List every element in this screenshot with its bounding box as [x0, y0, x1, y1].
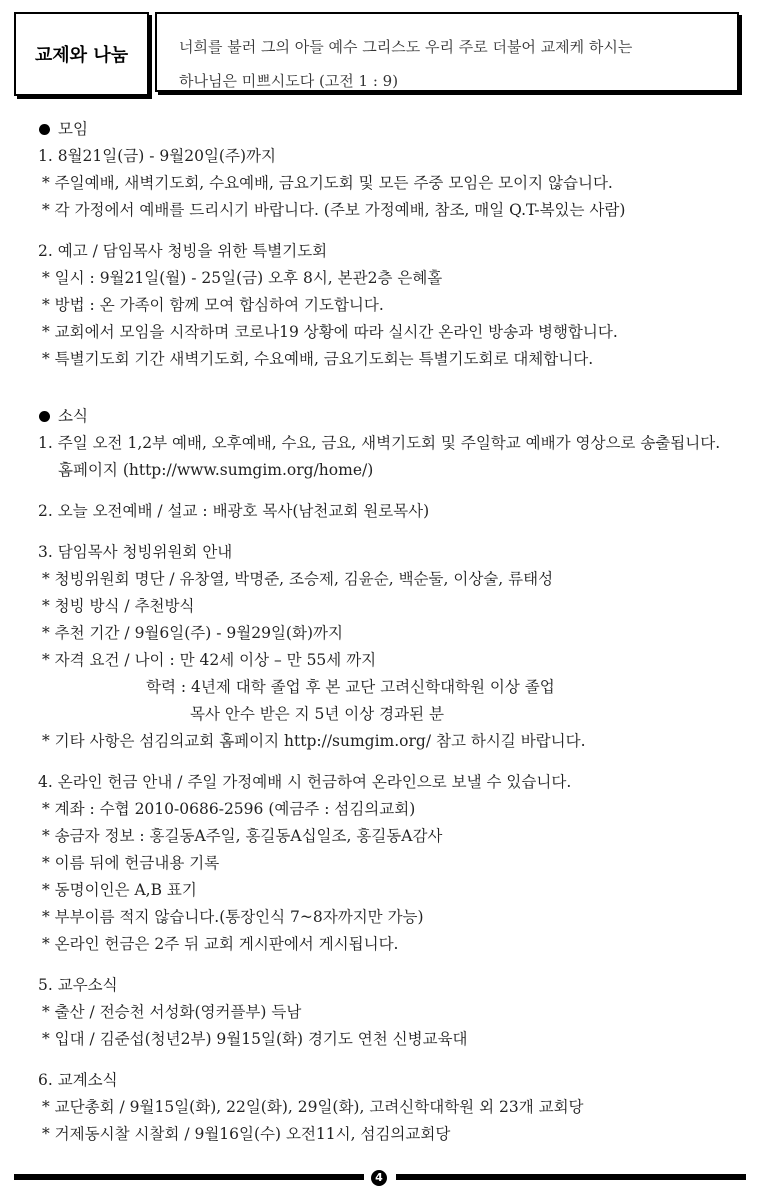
section-title: 교제와 나눔: [14, 12, 149, 96]
scripture-verse: [155, 12, 739, 92]
homepage-link[interactable]: 홈페이지 (http://www.sumgim.org/home/): [58, 461, 374, 479]
footer-rule: [396, 1174, 746, 1180]
section-heading-meeting: 모임: [38, 116, 738, 143]
item-line: * 방법 : 온 가족이 함께 모여 합심하여 기도합니다.: [42, 296, 384, 314]
page-number: 4: [371, 1170, 387, 1186]
item-line: * 자격 요건 / 나이 : 만 42세 이상 – 만 55세 까지: [42, 651, 377, 669]
verse-line: 하나님은 미쁘시도다 (고전 1 : 9): [179, 72, 399, 90]
item-title: 5. 교우소식: [38, 976, 118, 994]
page-footer: [14, 1170, 746, 1186]
section-heading-news: 소식: [38, 403, 738, 430]
item-title: 4. 온라인 헌금 안내 / 주일 가정예배 시 헌금하여 온라인으로 보낼 수 있습니다.: [38, 773, 572, 791]
item-line: 목사 안수 받은 지 5년 이상 경과된 분: [190, 705, 444, 723]
item-title: 2. 오늘 오전예배 / 설교 : 배광호 목사(남천교회 원로목사): [38, 502, 430, 520]
footer-rule: [14, 1174, 364, 1180]
bulletin-content: [38, 116, 738, 1148]
item-line: * 특별기도회 기간 새벽기도회, 수요예배, 금요기도회는 특별기도회로 대체합니다.: [42, 350, 594, 368]
item-line: * 거제동시찰 시찰회 / 9월16일(수) 오전11시, 섬김의교회당: [42, 1125, 451, 1143]
item-line: * 이름 뒤에 헌금내용 기록: [42, 854, 220, 872]
item-line: * 기타 사항은 섬김의교회 홈페이지 http://sumgim.org/ 참고 하시길 바랍니다.: [42, 732, 586, 750]
item-line: * 추천 기간 / 9월6일(주) - 9월29일(화)까지: [42, 624, 343, 642]
item-line: * 입대 / 김준섭(청년2부) 9월15일(화) 경기도 연천 신병교육대: [42, 1030, 468, 1048]
item-line: * 출산 / 전승천 서성화(영커플부) 득남: [42, 1003, 302, 1021]
item-title: 1. 주일 오전 1,2부 예배, 오후예배, 수요, 금요, 새벽기도회 및 주일학교 예배가 영상으로 송출됩니다.: [38, 434, 721, 452]
item-title: 1. 8월21일(금) - 9월20일(주)까지: [38, 147, 276, 165]
item-line: 학력 : 4년제 대학 졸업 후 본 교단 고려신학대학원 이상 졸업: [146, 678, 555, 696]
item-line: * 일시 : 9월21일(월) - 25일(금) 오후 8시, 본관2층 은혜홀: [42, 269, 443, 287]
item-line: * 교회에서 모임을 시작하며 코로나19 상황에 따라 실시간 온라인 방송과 병행합니다.: [42, 323, 618, 341]
item-title: 6. 교계소식: [38, 1071, 118, 1089]
item-line: * 송금자 정보 : 홍길동A주일, 홍길동A십일조, 홍길동A감사: [42, 827, 443, 845]
item-line: * 동명이인은 A,B 표기: [42, 881, 197, 899]
item-line: * 청빙위원회 명단 / 유창열, 박명준, 조승제, 김윤순, 백순둘, 이상술, 류태성: [42, 570, 554, 588]
item-line: * 각 가정에서 예배를 드리시기 바랍니다. (주보 가정예배, 참조, 매일 Q.T-복있는 사람): [42, 201, 626, 219]
page-header: [14, 12, 746, 98]
bullet-icon: [39, 411, 50, 422]
item-title: 2. 예고 / 담임목사 청빙을 위한 특별기도회: [38, 242, 328, 260]
item-title: 3. 담임목사 청빙위원회 안내: [38, 543, 233, 561]
item-line: * 부부이름 적지 않습니다.(통장인식 7~8자까지만 가능): [42, 908, 424, 926]
item-line: * 온라인 헌금은 2주 뒤 교회 게시판에서 게시됩니다.: [42, 935, 399, 953]
item-line: * 주일예배, 새벽기도회, 수요예배, 금요기도회 및 모든 주중 모임은 모이지 않습니다.: [42, 174, 613, 192]
item-line: * 교단총회 / 9월15일(화), 22일(화), 29일(화), 고려신학대학원 외 23개 교회당: [42, 1098, 584, 1116]
item-line: * 계좌 : 수협 2010-0686-2596 (예금주 : 섬김의교회): [42, 800, 416, 818]
verse-line: 너희를 불러 그의 아들 예수 그리스도 우리 주로 더불어 교제케 하시는: [179, 38, 633, 56]
item-line: * 청빙 방식 / 추천방식: [42, 597, 195, 615]
bullet-icon: [39, 124, 50, 135]
